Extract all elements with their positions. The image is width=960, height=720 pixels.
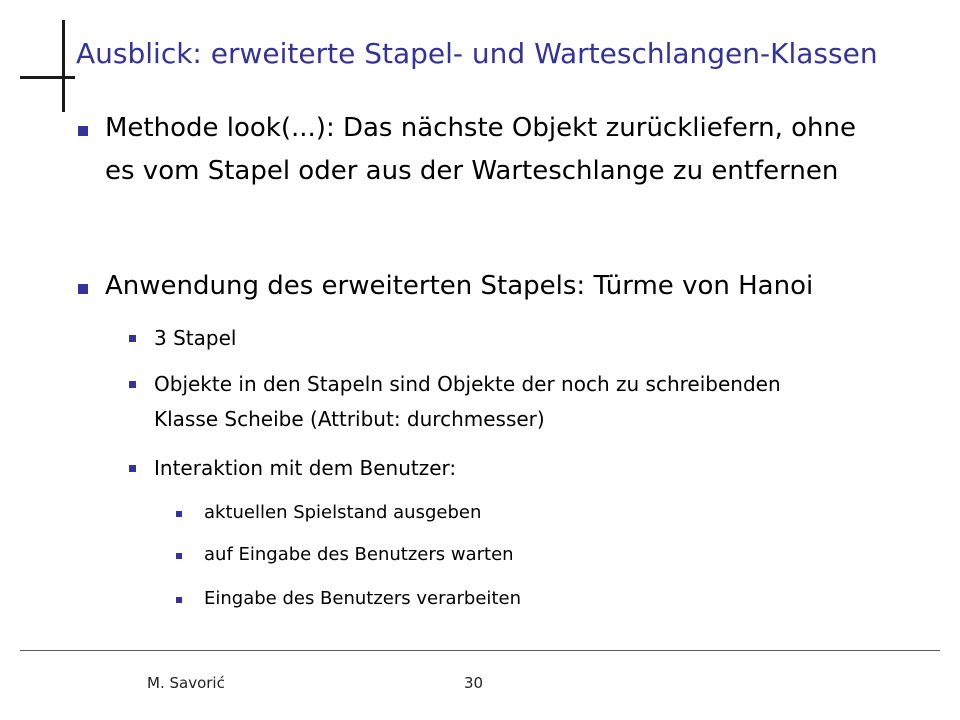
footer-page-number: 30 [464, 674, 484, 692]
sub-sub-bullet-text: auf Eingabe des Benutzers warten [204, 544, 514, 565]
sub-sub-bullet-text: aktuellen Spielstand ausgeben [204, 502, 482, 523]
sub-bullet-text: Objekte in den Stapeln sind Objekte der noch zu schreibenden [154, 372, 781, 396]
sub-bullet-text-continued: Klasse Scheibe (Attribut: durchmesser) [154, 407, 545, 431]
sub-sub-bullet-text: Eingabe des Benutzers verarbeiten [204, 588, 521, 609]
sub-sub-bullet-square-icon [176, 553, 182, 559]
sub-sub-bullet-square-icon [176, 511, 182, 517]
bullet-square-icon [78, 284, 88, 294]
sub-bullet-square-icon [129, 381, 136, 388]
bullet-text: Methode look(...): Das nächste Objekt zurückliefern, ohne [105, 113, 856, 143]
sub-sub-bullet-square-icon [176, 597, 182, 603]
bullet-square-icon [78, 126, 88, 136]
bullet-text: Anwendung des erweiterten Stapels: Türme von Hanoi [105, 271, 814, 301]
slide-title: Ausblick: erweiterte Stapel- und Warteschlangen-Klassen [76, 37, 878, 70]
bullet-text-continued: es vom Stapel oder aus der Warteschlange zu entfernen [105, 156, 839, 186]
footer-divider-line [20, 650, 940, 651]
sub-bullet-square-icon [129, 465, 136, 472]
sub-bullet-square-icon [129, 335, 136, 342]
sub-bullet-text: Interaktion mit dem Benutzer: [154, 456, 457, 480]
sub-bullet-text: 3 Stapel [154, 326, 237, 350]
footer-author: M. Savorić [147, 674, 225, 692]
